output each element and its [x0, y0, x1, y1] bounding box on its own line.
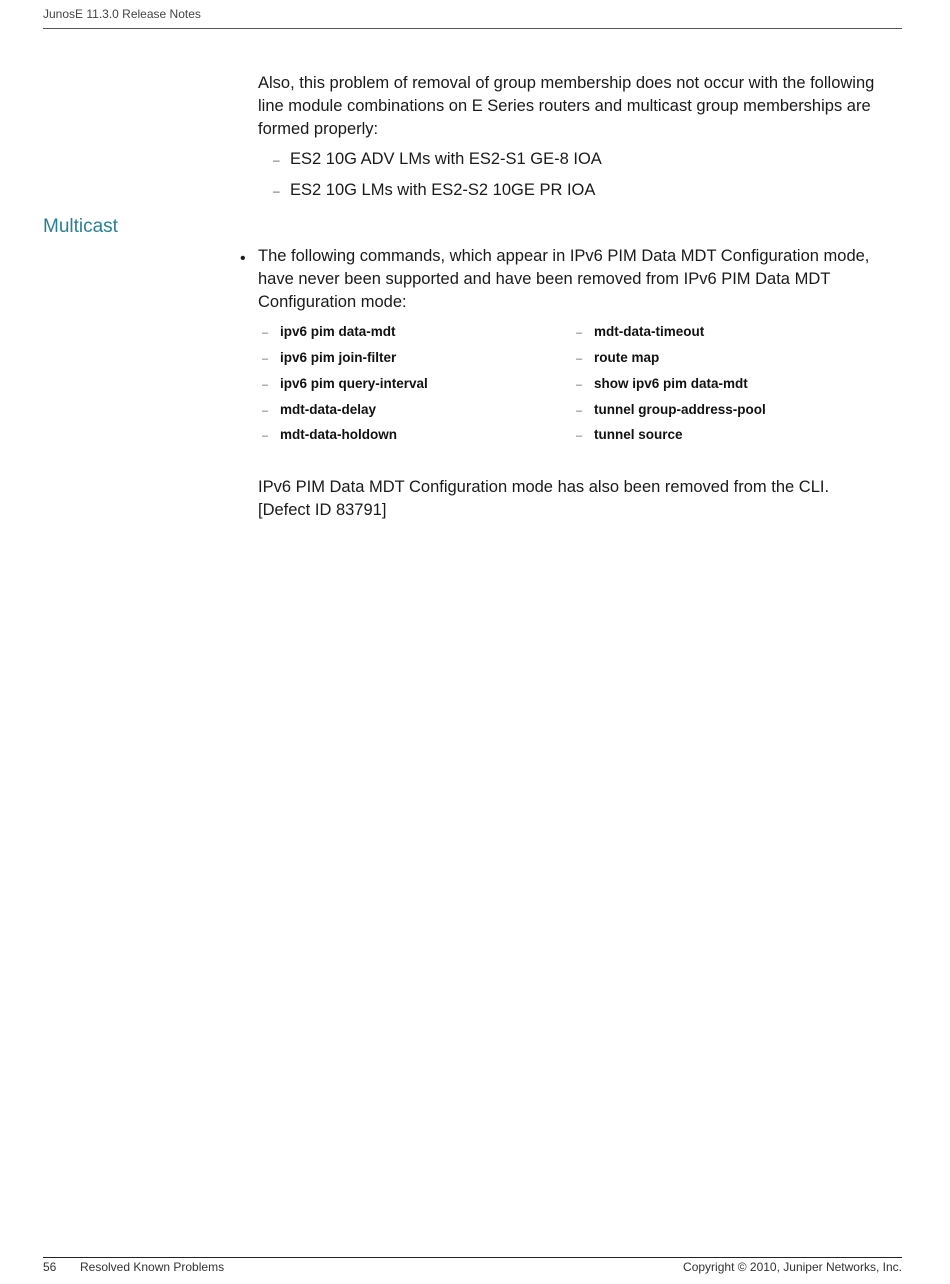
command-text: mdt-data-delay	[280, 402, 377, 417]
dash-marker: –	[576, 353, 583, 365]
dash-marker: –	[262, 327, 269, 339]
command-item	[262, 401, 376, 420]
command-text: mdt-data-holdown	[280, 427, 397, 442]
header-rule	[43, 28, 902, 29]
running-header: JunosE 11.3.0 Release Notes	[43, 7, 201, 21]
command-text: tunnel group-address-pool	[594, 402, 766, 417]
footer-rule	[43, 1257, 902, 1258]
dash-marker: –	[262, 353, 269, 365]
command-item	[262, 323, 396, 342]
command-text: route map	[594, 350, 660, 365]
command-item	[576, 349, 659, 368]
command-text: show ipv6 pim data-mdt	[594, 376, 748, 391]
dash-marker: –	[576, 327, 583, 339]
dash-marker: –	[262, 405, 269, 417]
page-number: 56	[43, 1260, 57, 1274]
bullet-marker: •	[240, 250, 246, 267]
list-item	[273, 148, 602, 171]
dash-marker: –	[576, 379, 583, 391]
command-item	[576, 426, 683, 445]
intro-paragraph: Also, this problem of removal of group membership does not occur with the following line module combinations on E Series routers and multicast group memberships are formed properly:	[258, 74, 875, 138]
dash-marker: –	[576, 430, 583, 442]
dash-marker: –	[262, 379, 269, 391]
command-item	[262, 426, 397, 445]
list-item	[273, 179, 595, 202]
command-item	[262, 375, 428, 394]
command-item	[576, 323, 704, 342]
dash-marker: –	[576, 405, 583, 417]
command-item	[576, 375, 748, 394]
dash-marker: –	[262, 430, 269, 442]
list-item-text: ES2 10G LMs with ES2-S2 10GE PR IOA	[290, 181, 596, 199]
command-text: ipv6 pim data-mdt	[280, 324, 396, 339]
closing-paragraph: IPv6 PIM Data MDT Configuration mode has also been removed from the CLI. [Defect ID 83791]	[258, 478, 830, 519]
section-heading: Multicast	[43, 216, 118, 237]
command-text: ipv6 pim query-interval	[280, 376, 428, 391]
command-item	[262, 349, 396, 368]
command-item	[576, 401, 766, 420]
bullet-paragraph: The following commands, which appear in IPv6 PIM Data MDT Configuration mode, have never been supported and have been removed from IPv6 PIM Data MDT Configuration mode:	[258, 247, 870, 311]
dash-marker: –	[273, 153, 280, 167]
footer-copyright: Copyright © 2010, Juniper Networks, Inc.	[683, 1260, 902, 1274]
command-text: tunnel source	[594, 427, 683, 442]
list-item-text: ES2 10G ADV LMs with ES2-S1 GE-8 IOA	[290, 150, 602, 168]
command-text: mdt-data-timeout	[594, 324, 705, 339]
footer-section-name: Resolved Known Problems	[80, 1260, 225, 1274]
dash-marker: –	[273, 184, 280, 198]
command-text: ipv6 pim join-filter	[280, 350, 397, 365]
